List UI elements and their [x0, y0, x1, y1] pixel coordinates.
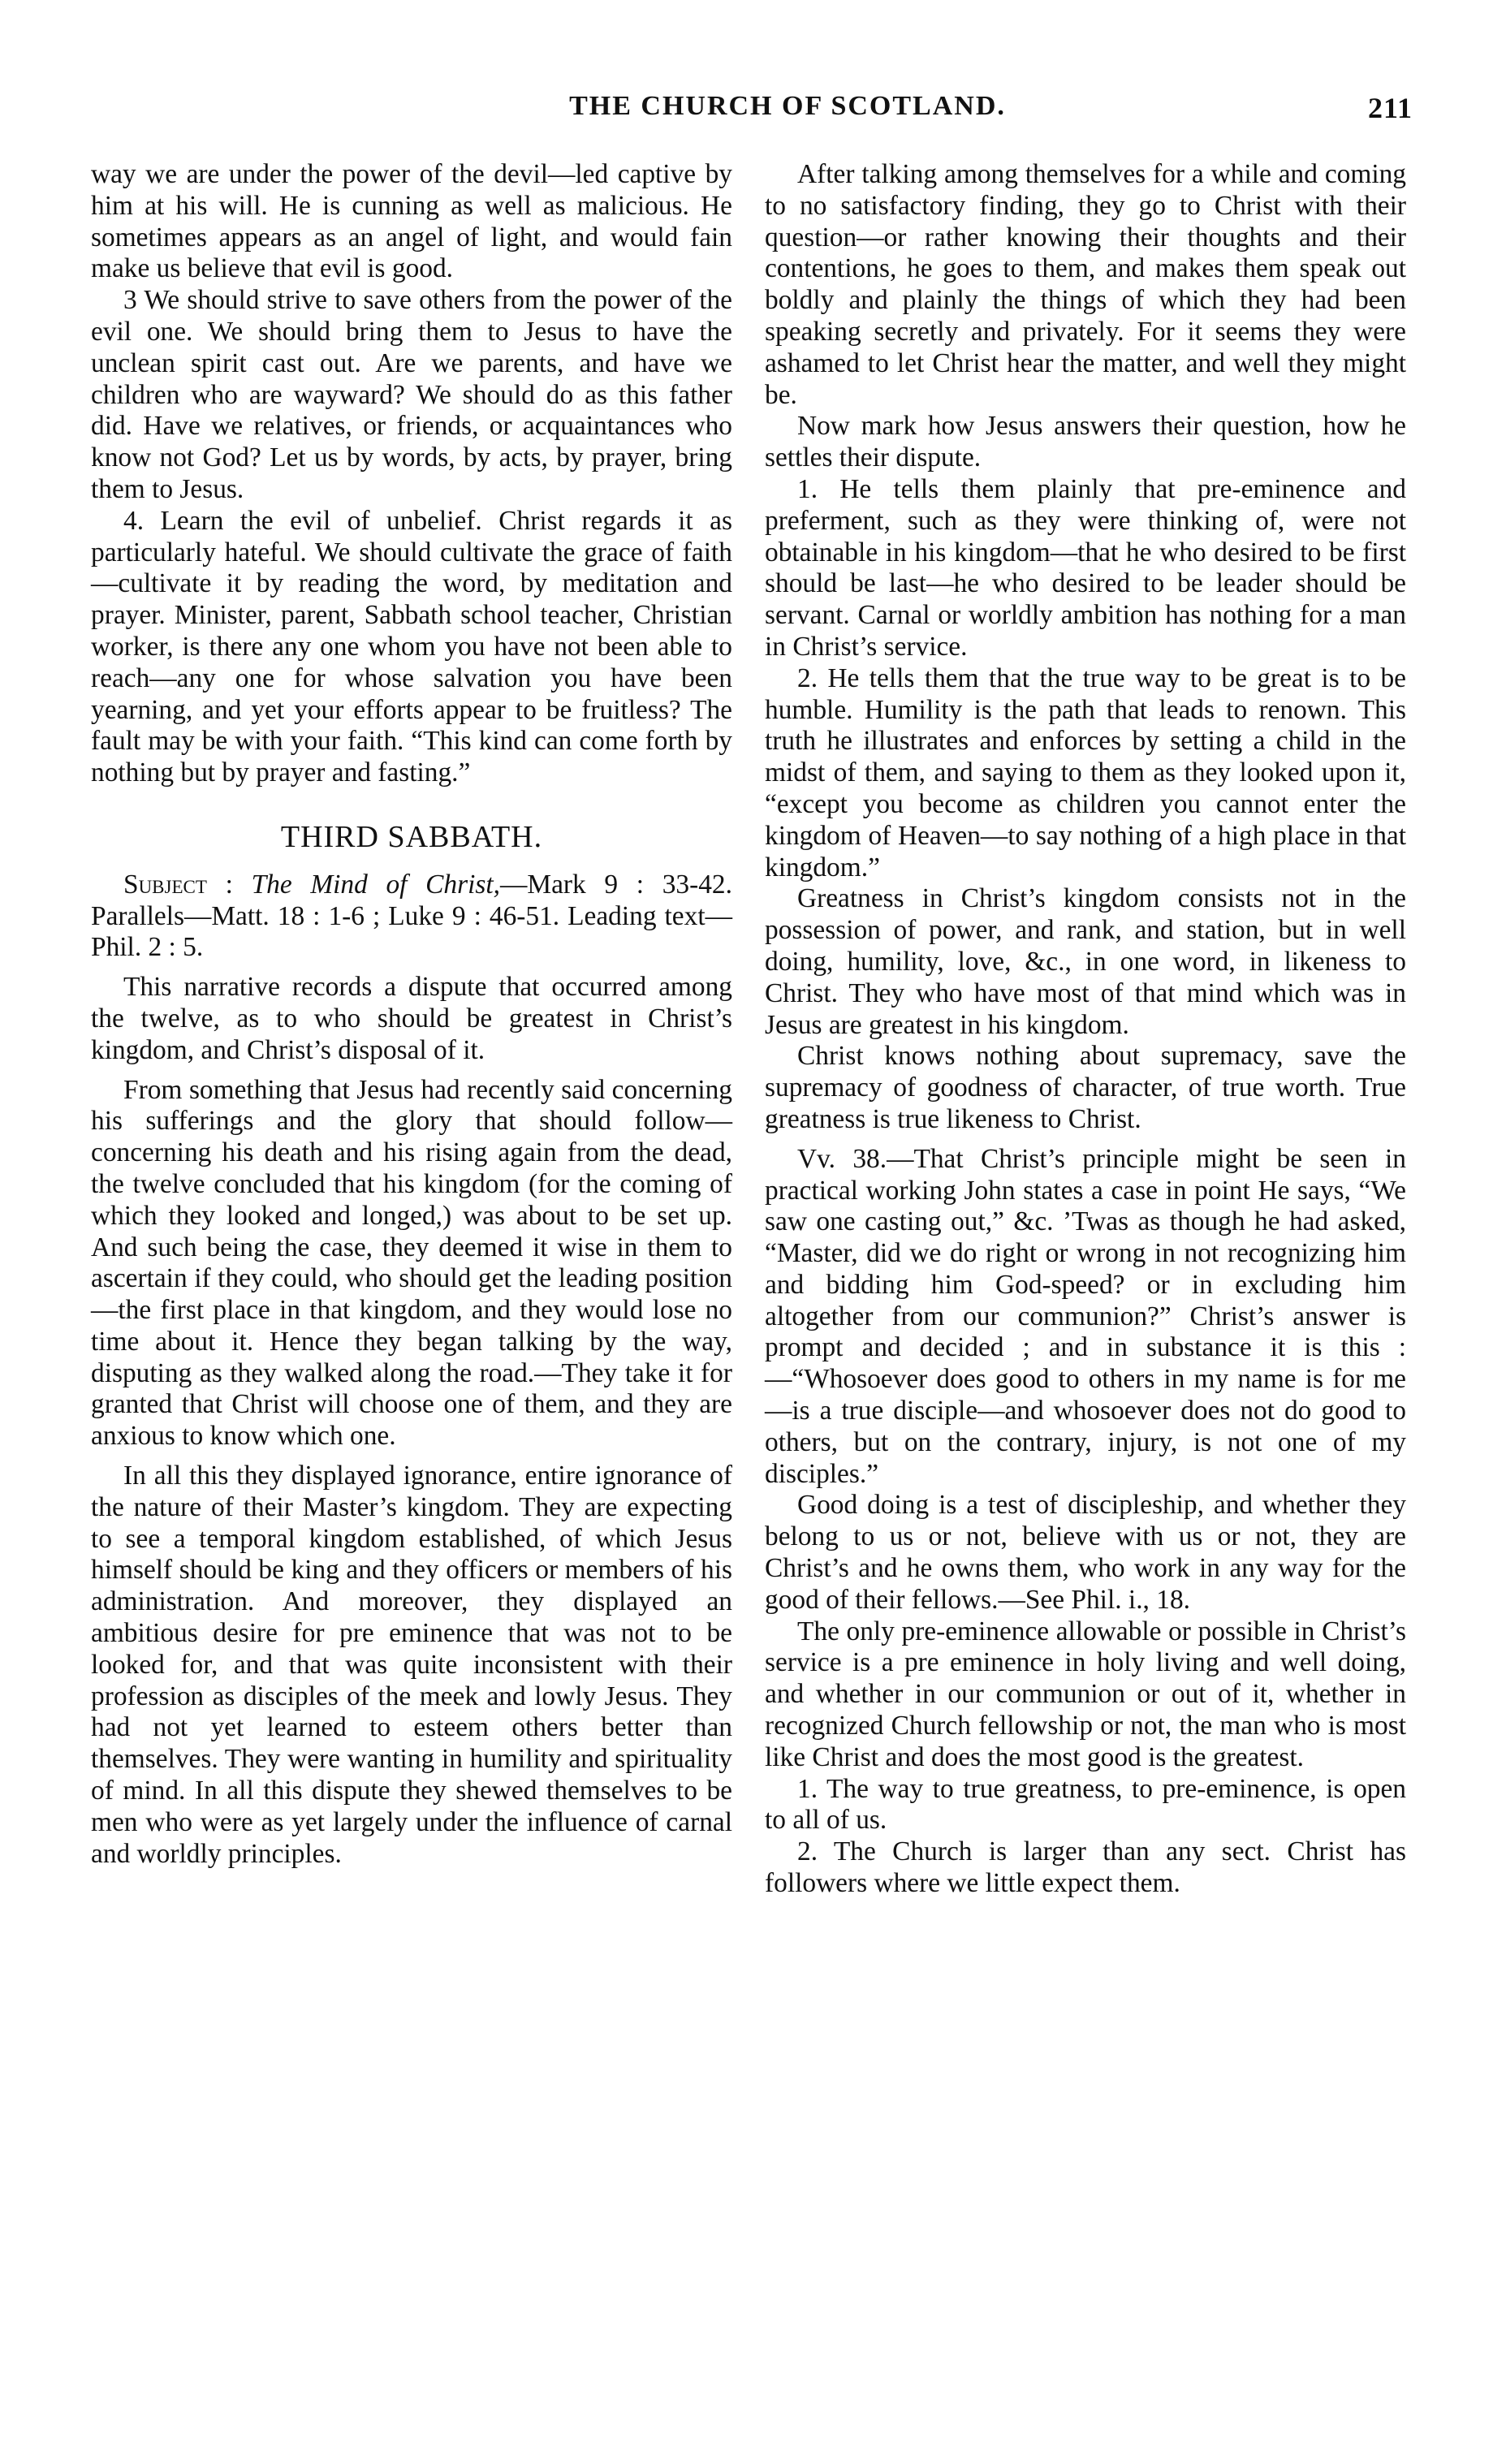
running-title: THE CHURCH OF SCOTLAND.: [569, 91, 1006, 121]
section-heading: THIRD SABBATH.: [280, 819, 543, 854]
paragraph: After talking among themselves for a while and coming to no satisfactory finding, they go to Christ with their question—or rather knowing their thoughts and their contentions, he goes to them, and makes them speak out boldly and plainly the things of which they had been speaking secretly and privately. For it seems they were ashamed to let Christ hear the matter, and well they might be.: [765, 159, 1406, 410]
paragraph: 4. Learn the evil of unbelief. Christ regards it as particularly hateful. We should cultivate the grace of faith—cultivate it by reading the word, by meditation and prayer. Minister, parent, Sabbath school teacher, Christian worker, is there any one whom you have not been able to reach—any one for whose salvation you have been yearning, and yet your efforts appear to be fruitless? The fault may be with your faith. “This kind can come forth by nothing but by prayer and fasting.”: [91, 505, 732, 788]
paragraph: 1. He tells them plainly that pre-eminence and preferment, such as they were thinking of, were not obtainable in his kingdom—that he who desired to be first should be last—he who desired to be leader should be servant. Carnal or worldly ambition has nothing for a man in Christ’s service.: [765, 473, 1406, 662]
paragraph: way we are under the power of the devil—led captive by him at his will. He is cunning as well as malicious. He sometimes appears as an angel of light, and would fain make us believe that evil is good.: [91, 159, 732, 284]
paragraph: Greatness in Christ’s kingdom consists not in the possession of power, and rank, and station, but in well doing, humility, love, &c., in one word, in likeness to Christ. They who have most of that mind which was in Jesus are greatest in his kingdom.: [765, 883, 1406, 1040]
paragraph: Good doing is a test of discipleship, and whether they belong to us or not, believe with us or not, they are Christ’s and he owns them, who work in any way for the good of their fellows.—See Phil. i., 18.: [765, 1490, 1406, 1615]
paragraph: 2. The Church is larger than any sect. Christ has followers where we little expect them.: [765, 1836, 1406, 1899]
subject-references: —Mark 9 : 33-42. Parallels—Matt. 18 : 1-6 ; Luke 9 : 46-51. Leading text—Phil. 2 : 5.: [91, 869, 732, 963]
paragraph: 3 We should strive to save others from the power of the evil one. We should bring them to Jesus to have the unclean spirit cast out. Are we parents, and have we children who are wayward? We should do as this father did. Have we relatives, or friends, or acquaintances who know not God? Let us by words, by acts, by prayer, bring them to Jesus.: [91, 285, 732, 504]
paragraph: Now mark how Jesus answers their question, how he settles their dispute.: [765, 411, 1406, 473]
left-column: [91, 159, 732, 1870]
subject-label: Subject :: [123, 869, 233, 900]
paragraph: From something that Jesus had recently said concerning his sufferings and the glory that should follow—concerning his death and his rising again from the dead, the twelve concluded that his kingdom (for the coming of which they looked and longed,) was about to be set up. And such being the case, they deemed it wise in them to ascertain if they could, who should get the leading position—the first place in that kingdom, and they would lose no time about it. Hence they began talking by the way, disputing as they walked along the road.—They take it for granted that Christ will choose one of them, and they are anxious to know which one.: [91, 1074, 732, 1452]
paragraph: This narrative records a dispute that occurred among the twelve, as to who should be greatest in Christ’s kingdom, and Christ’s disposal of it.: [91, 972, 732, 1065]
page-number: 211: [1367, 92, 1413, 124]
right-column: [765, 159, 1406, 1900]
paragraph: The only pre-eminence allowable or possible in Christ’s service is a pre eminence in holy living and well doing, and whether in our communion or out of it, whether in recognized Church fellowship or not, the man who is most like Christ and does the most good is the greatest.: [765, 1616, 1406, 1772]
subject-title: The Mind of Christ,: [251, 869, 500, 900]
paragraph: In all this they displayed ignorance, entire ignorance of the nature of their Master’s kingdom. They are expecting to see a temporal kingdom established, of which Jesus himself should be king and they officers or members of his administration. And moreover, they displayed an ambitious desire for pre eminence that was not to be looked for, and that was quite inconsistent with their profession as disciples of the meek and lowly Jesus. They had not yet learned to esteem others better than themselves. They were wanting in humility and spirituality of mind. In all this dispute they shewed themselves to be men who were as yet largely under the influence of carnal and worldly principles.: [91, 1461, 732, 1869]
paragraph: Vv. 38.—That Christ’s principle might be seen in practical working John states a case in point He says, “We saw one casting out,” &c. ’Twas as though he had asked, “Master, did we do right or wrong in not recognizing him and bidding him God-speed? or in excluding him altogether from our communion?” Christ’s answer is prompt and decided ; and in substance it is this :—“Whosoever does good to others in my name is for me—is a true disciple—and whosoever does not do good to others, but on the contrary, injury, is not one of my disciples.”: [765, 1143, 1406, 1489]
subject-line: [91, 870, 732, 964]
paragraph: Christ knows nothing about supremacy, save the supremacy of goodness of character, of true worth. True greatness is true likeness to Christ.: [765, 1041, 1406, 1134]
page-header: [162, 91, 1413, 140]
paragraph: 1. The way to true greatness, to pre-eminence, is open to all of us.: [765, 1773, 1406, 1836]
paragraph: 2. He tells them that the true way to be great is to be humble. Humility is the path that leads to renown. This truth he illustrates and enforces by setting a child in the midst of them, and saying to them as they looked upon it, “except you become as children you cannot enter the kingdom of Heaven—to say nothing of a high place in that kingdom.”: [765, 662, 1406, 882]
